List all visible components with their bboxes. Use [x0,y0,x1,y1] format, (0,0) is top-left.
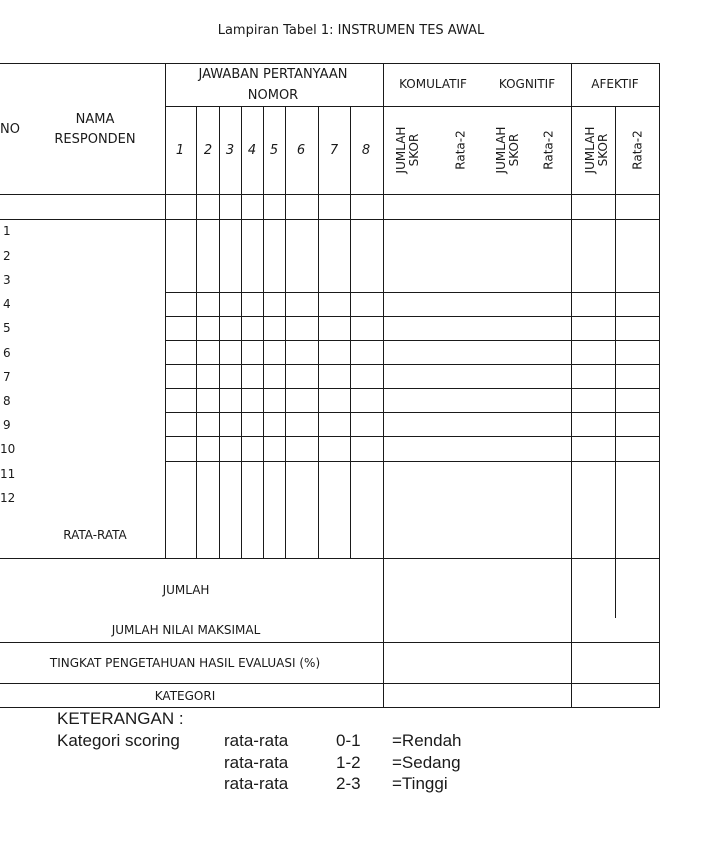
grid-line [571,63,572,708]
rata-rata-label: RATA-RATA [63,528,127,542]
row-number: 4 [3,297,11,311]
header-jawaban: JAWABAN PERTANYAAN [198,67,348,82]
row-number: 11 [0,467,16,481]
header-nama: NAMA [75,112,115,127]
grid-line [165,316,660,317]
header-responden: RESPONDEN [54,132,136,147]
legend-stat: rata-rata [224,753,289,772]
grid-line [241,106,242,559]
legend-heading: KETERANGAN : [57,709,184,728]
row-number: 5 [3,321,11,335]
question-number: 1 [175,143,185,158]
afektif-jumlah-skor: JUMLAH SKOR [583,126,610,174]
grid-line [0,219,660,220]
grid-line [165,340,660,341]
kategori-label: KATEGORI [154,689,216,703]
row-number: 3 [3,273,11,287]
afektif-rata2: Rata-2 [630,130,645,170]
grid-line [165,63,166,559]
grid-line [0,683,660,684]
kognitif-rata2: Rata-2 [541,130,556,170]
header-nomor: NOMOR [247,88,299,103]
row-number: 1 [3,224,11,238]
kognitif-jumlah-skor: JUMLAH SKOR [494,126,521,174]
grid-line [165,364,660,365]
question-number: 5 [269,143,279,158]
komulatif-rata2: Rata-2 [453,130,468,170]
legend-range: 2-3 [336,774,361,793]
grid-line [263,106,264,559]
grid-line [165,412,660,413]
tingkat-pengetahuan-label: TINGKAT PENGETAHUAN HASIL EVALUASI (%) [49,656,321,670]
header-komulatif: KOMULATIF [399,77,467,91]
question-number: 4 [247,143,257,158]
row-number: 2 [3,249,11,263]
row-number: 9 [3,418,11,432]
grid-line [0,642,660,643]
legend-result: =Rendah [392,731,462,750]
grid-line [165,292,660,293]
row-number: 7 [3,370,11,384]
header-no: NO [0,122,20,137]
page-title: Lampiran Tabel 1: INSTRUMEN TES AWAL [217,23,485,38]
legend-stat: rata-rata [224,774,289,793]
grid-line [659,63,660,708]
question-number: 3 [225,143,235,158]
grid-line [285,106,286,559]
row-number: 8 [3,394,11,408]
legend-range: 1-2 [336,753,361,772]
legend-range: 0-1 [336,731,361,750]
grid-line [219,106,220,559]
grid-line [0,194,660,195]
grid-line [383,63,384,708]
grid-line [165,388,660,389]
komulatif-jumlah-skor: JUMLAH SKOR [394,126,421,174]
jumlah-label: JUMLAH [162,583,210,597]
header-afektif: AFEKTIF [591,77,639,91]
legend-label: Kategori scoring [57,731,180,750]
grid-line [165,461,660,462]
header-kognitif: KOGNITIF [498,77,556,91]
grid-line [196,106,197,559]
grid-line [165,106,660,107]
grid-line [615,106,616,618]
row-number: 10 [0,442,16,456]
jumlah-nilai-maksimal-label: JUMLAH NILAI MAKSIMAL [111,623,261,637]
grid-line [165,436,660,437]
grid-line [0,558,660,559]
legend-stat: rata-rata [224,731,289,750]
question-number: 8 [361,143,371,158]
grid-line [0,707,660,708]
question-number: 7 [329,143,339,158]
legend-result: =Sedang [392,753,461,772]
grid-line [0,63,660,64]
question-number: 2 [203,143,213,158]
legend-result: =Tinggi [392,774,448,793]
row-number: 12 [0,491,16,505]
grid-line [350,106,351,559]
grid-line [318,106,319,559]
row-number: 6 [3,346,11,360]
question-number: 6 [296,143,306,158]
